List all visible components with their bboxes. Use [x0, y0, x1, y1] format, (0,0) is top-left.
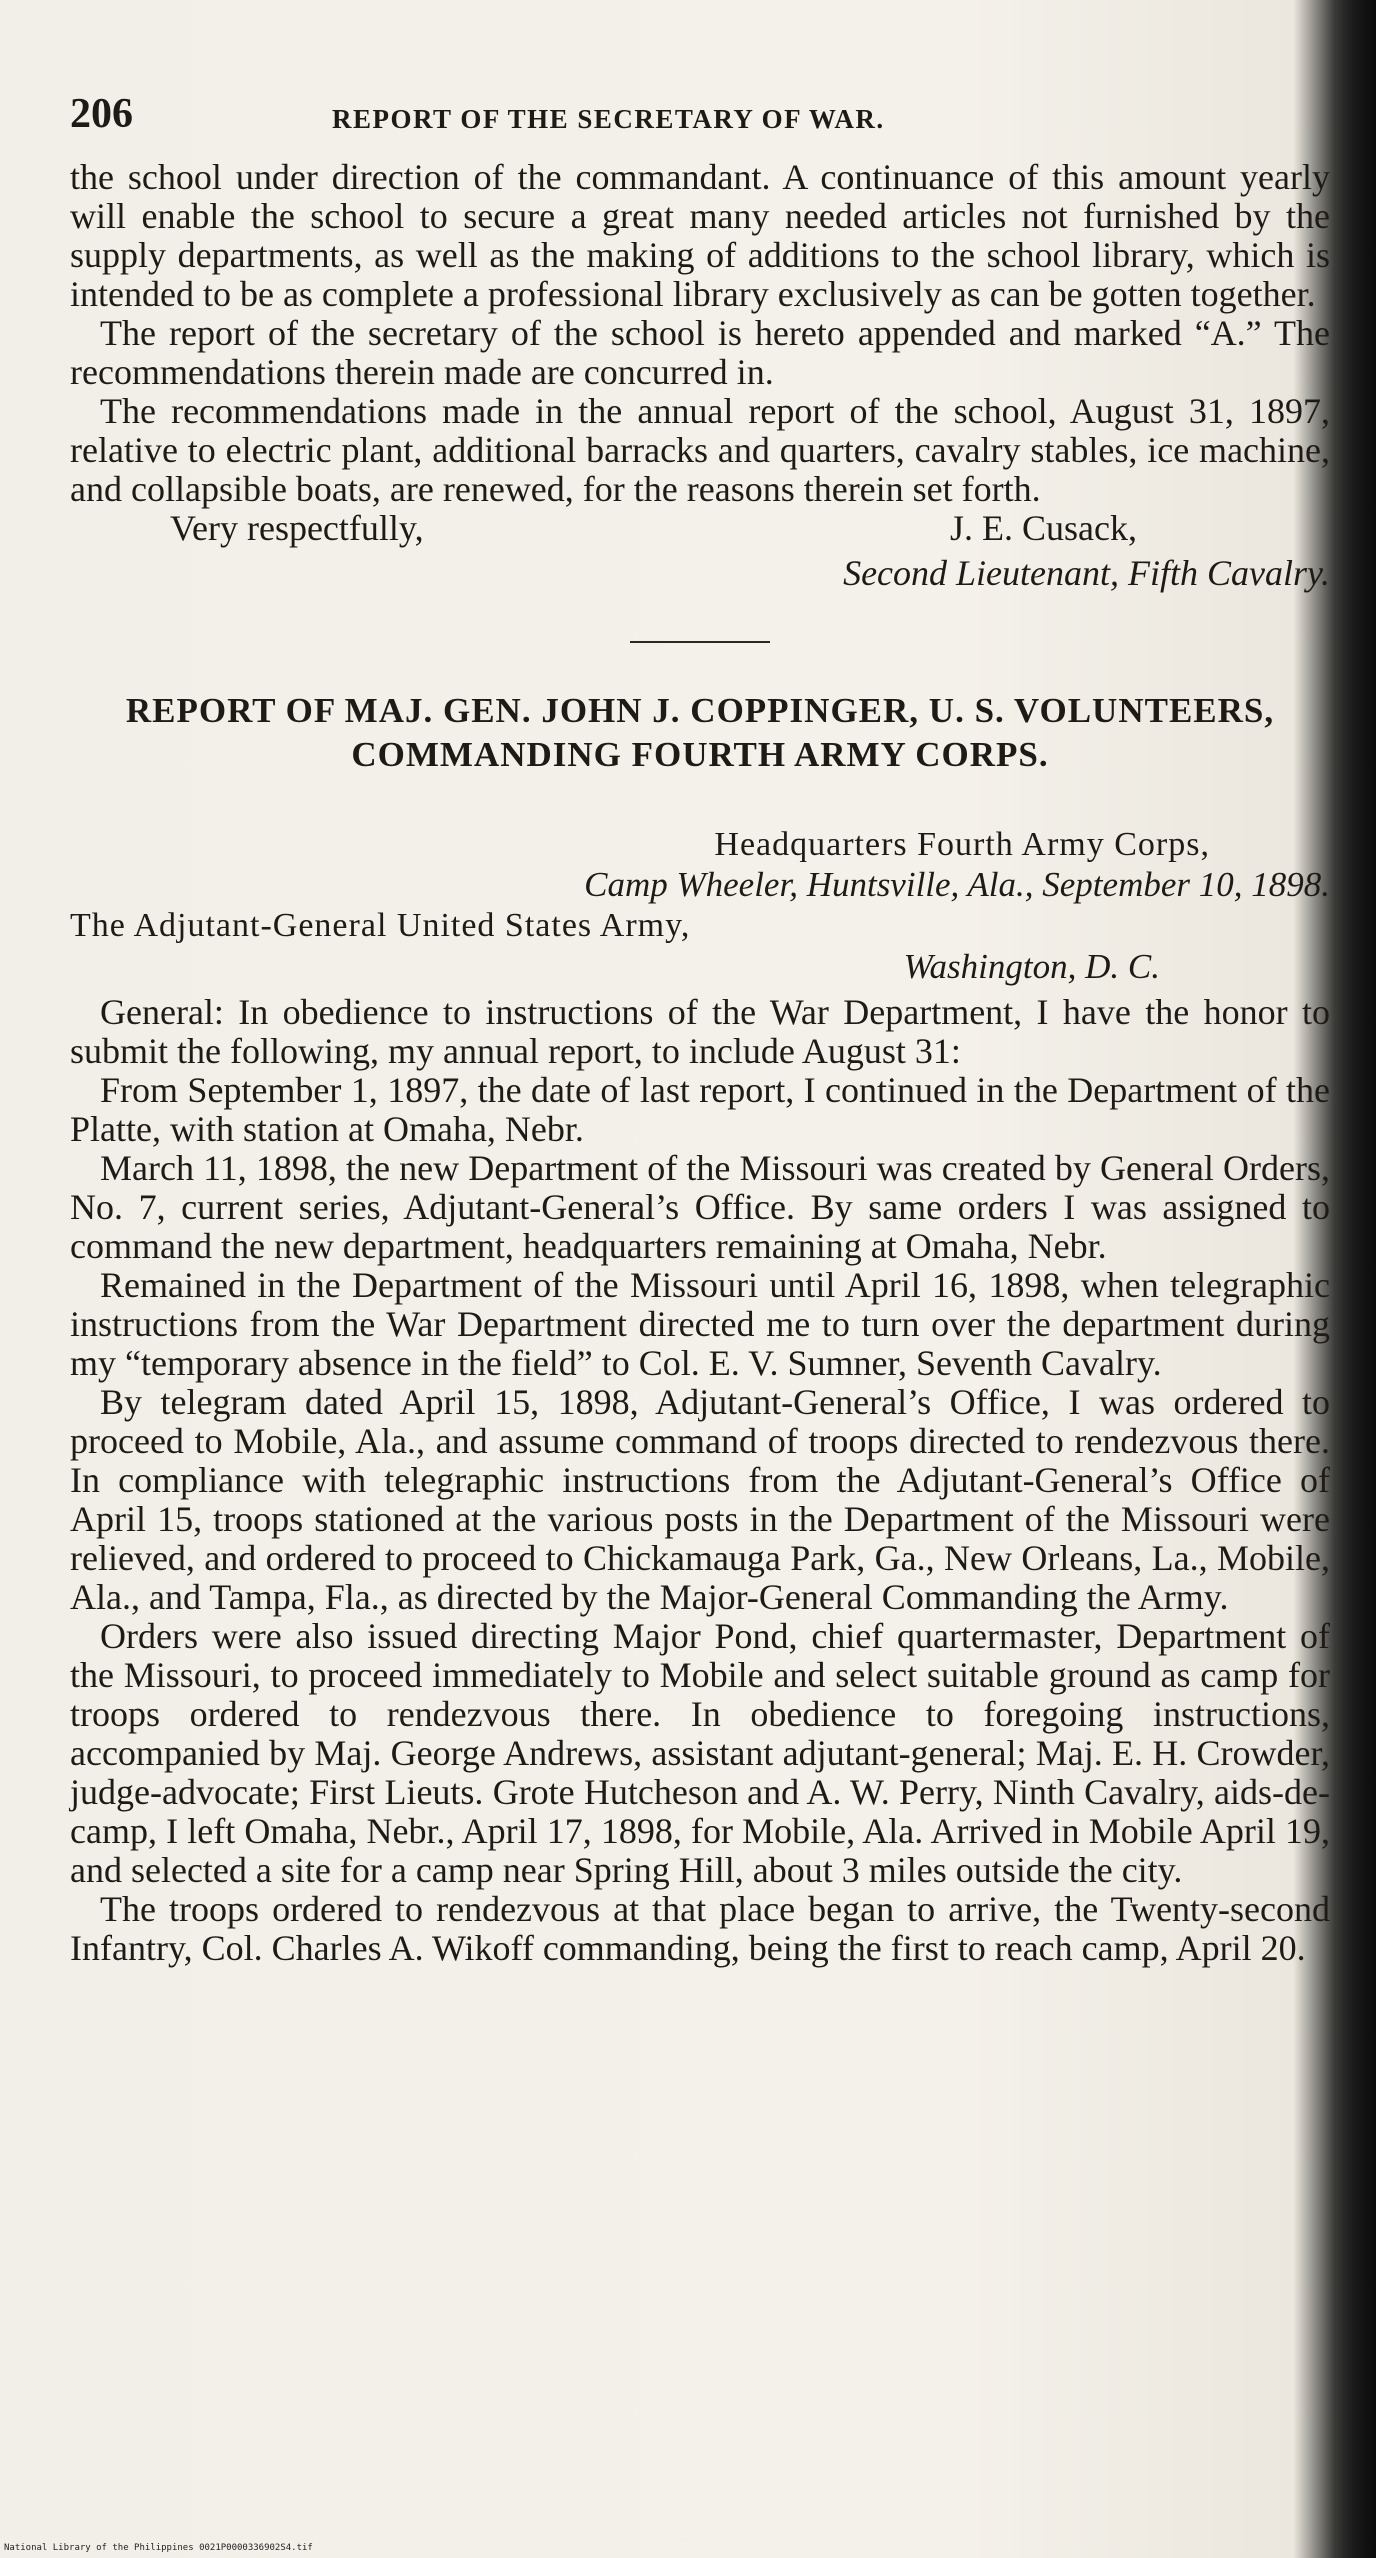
paragraph-platte: From September 1, 1897, the date of last report, I continued in the Department of the Platte, with station at Omaha, Nebr. [70, 1070, 1330, 1149]
paragraph-secretary-report: The report of the secretary of the school is hereto appended and marked “A.” The recommendations therein made are concurred in. [70, 313, 1330, 392]
section-divider [630, 641, 770, 643]
addressee-place: Washington, D. C. [903, 947, 1160, 986]
paragraph-recommendations: The recommendations made in the annual report of the school, August 31, 1897, relative to electric plant, additional barracks and quarters, cavalry stables, ice machine, and collapsible boats, are renewed, for the reasons therein set forth. [70, 391, 1330, 509]
signature-name: J. E. Cusack, [950, 508, 1137, 548]
paragraph-remained: Remained in the Department of the Missouri until April 16, 1898, when telegraphic instructions from the War Department directed me to turn over the department during my “temporary absence in the field” to Col. E. V. Sumner, Seventh Cavalry. [70, 1265, 1330, 1383]
signature-rank: Second Lieutenant, Fifth Cavalry. [843, 553, 1330, 593]
addressee-line: The Adjutant-General United States Army, [70, 907, 691, 944]
headquarters-place-date: Camp Wheeler, Huntsville, Ala., September 10, 1898. [584, 865, 1330, 904]
paragraph-orders: Orders were also issued directing Major Pond, chief quartermaster, Department of the Missouri, to proceed immediately to Mobile and select suitable ground as camp for troops ordered to rendezvous there. In obedience to foregoing instructions, accompanied by Maj. George Andrews, assistant adjutant-general; Maj. E. H. Crowder, judge-advocate; First Lieuts. Grote Hutcheson and A. W. Perry, Ninth Cavalry, aids-de-camp, I left Omaha, Nebr., April 17, 1898, for Mobile, Ala. Arrived in Mobile April 19, and selected a site for a camp near Spring Hill, about 3 miles outside the city. [70, 1616, 1330, 1890]
paragraph-troops-arrive: The troops ordered to rendezvous at that place began to arrive, the Twenty-second Infantry, Col. Charles A. Wikoff commanding, being the first to reach camp, April 20. [70, 1889, 1330, 1968]
section-title [70, 689, 1330, 777]
signature-row [70, 509, 1330, 553]
paragraph-general: General: In obedience to instructions of the War Department, I have the honor to submit the following, my annual report, to include August 31: [70, 992, 1330, 1071]
page-header [70, 90, 1330, 150]
page-content [70, 90, 1330, 1968]
scan-footer: National Library of the Philippines 0021P0000336902S4.tif [4, 2543, 313, 2553]
page-number: 206 [70, 91, 133, 137]
paragraph-missouri-created: March 11, 1898, the new Department of the Missouri was created by General Orders, No. 7, current series, Adjutant-General’s Office. By same orders I was assigned to command the new department, headquarters remaining at Omaha, Nebr. [70, 1148, 1330, 1266]
page-edge-shadow [1336, 0, 1376, 2558]
paragraph-telegram: By telegram dated April 15, 1898, Adjutant-General’s Office, I was ordered to proceed to Mobile, Ala., and assume command of troops directed to rendezvous there. In compliance with telegraphic instructions from the Adjutant-General’s Office of April 15, troops stationed at the various posts in the Department of the Missouri were relieved, and ordered to proceed to Chickamauga Park, Ga., New Orleans, La., Mobile, Ala., and Tampa, Fla., as directed by the Major-General Commanding the Army. [70, 1382, 1330, 1617]
signature-closing: Very respectfully, [170, 508, 424, 548]
running-head: REPORT OF THE SECRETARY OF WAR. [332, 104, 885, 134]
headquarters-line: Headquarters Fourth Army Corps, [714, 826, 1210, 863]
section-title-line-2: COMMANDING FOURTH ARMY CORPS. [351, 735, 1049, 774]
paragraph-continuation: the school under direction of the commandant. A continuance of this amount yearly will enable the school to secure a great many needed articles not furnished by the supply departments, as well as the making of additions to the school library, which is intended to be as complete a professional library exclusively as can be gotten together. [70, 157, 1330, 314]
section-title-line-1: REPORT OF MAJ. GEN. JOHN J. COPPINGER, U. S. VOLUNTEERS, [125, 691, 1275, 730]
